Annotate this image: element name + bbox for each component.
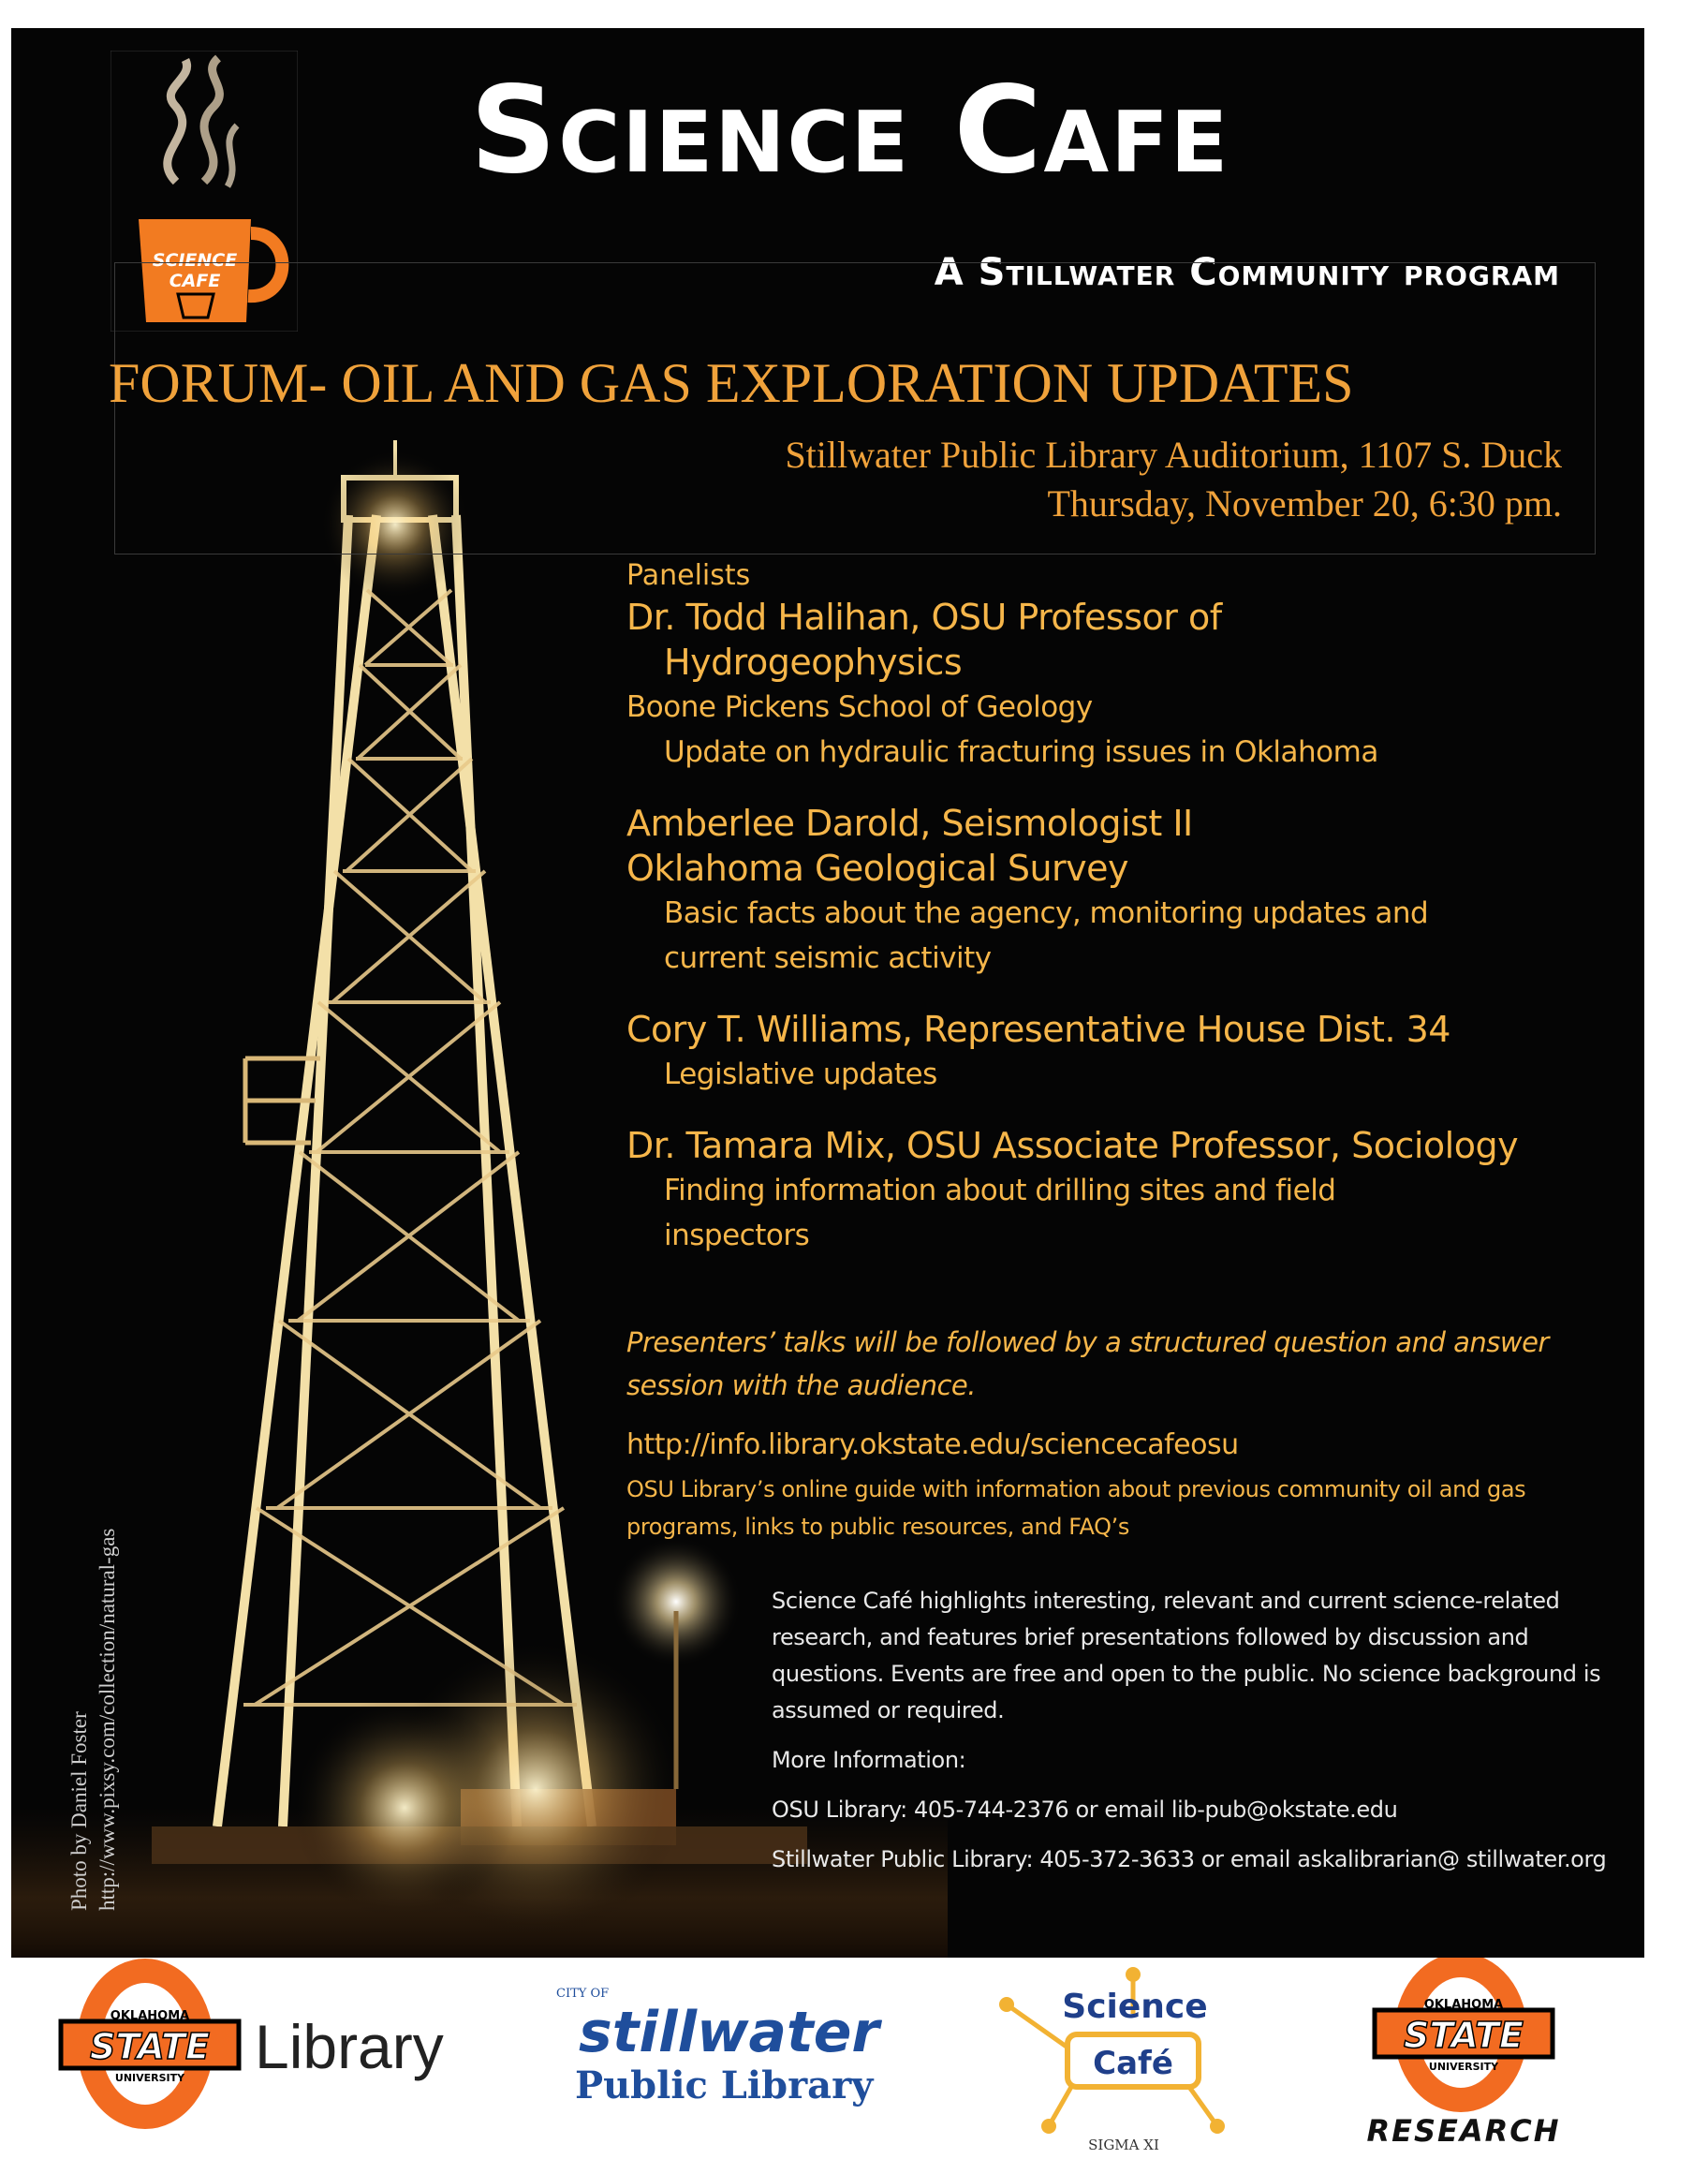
osu-logo-top-text: OKLAHOMA: [110, 2009, 190, 2023]
panelist-1-name-cont: Hydrogeophysics: [664, 642, 963, 683]
panelists-section: [626, 557, 1591, 1258]
guide-link[interactable]: http://info.library.okstate.edu/sciencecafeosu: [626, 1428, 1239, 1461]
panelist-1-affiliation: Boone Pickens School of Geology: [626, 690, 1093, 724]
panelists-label: Panelists: [626, 559, 751, 592]
panelist-2-topic: Basic facts about the agency, monitoring updates and: [664, 896, 1429, 930]
panelist-3-name: Cory T. Williams, Representative House Dist. 34: [626, 1009, 1450, 1050]
panelist-2-name: Amberlee Darold, Seismologist II: [626, 803, 1193, 844]
sigma-xi-text: SIGMA XI: [1088, 2137, 1159, 2153]
panelist-3-topic: Legislative updates: [664, 1057, 937, 1091]
about-description: Science Café highlights interesting, relevant and current science-related research, and features brief presentations followed by discussion and questions. Events are free and open to the public. No science background is assumed or required.: [772, 1588, 1601, 1723]
science-cafe-sigma-xi-logo: [999, 1967, 1225, 2153]
photo-credit-name: Photo by Daniel Foster: [67, 1711, 91, 1911]
osu-research-bottom-text: UNIVERSITY: [1428, 2061, 1499, 2073]
research-wordmark: RESEARCH: [1366, 2113, 1561, 2149]
science-wordmark: Science: [1062, 1988, 1208, 2026]
osu-logo-bottom-text: UNIVERSITY: [114, 2072, 185, 2084]
panelist-2-affiliation: Oklahoma Geological Survey: [626, 848, 1129, 889]
event-date: Thursday, November 20, 6:30 pm.: [1047, 482, 1562, 525]
panelist-4-topic-cont: inspectors: [664, 1219, 810, 1252]
about-section: [772, 1583, 1614, 1878]
spl-contact: Stillwater Public Library: 405-372-3633 or email askalibrarian@ stillwater.org: [772, 1846, 1607, 1872]
osu-contact: OSU Library: 405-744-2376 or email lib-pub@okstate.edu: [772, 1797, 1398, 1823]
guide-description: OSU Library’s online guide with information about previous community oil and gas programs, links to public resources, and FAQ’s: [626, 1476, 1526, 1540]
osu-research-logo: [1366, 1965, 1560, 2149]
more-info-label: More Information:: [772, 1747, 966, 1773]
qa-note: Presenters’ talks will be followed by a structured question and answer session with the audience.: [626, 1326, 1549, 1401]
panelist-1-topic: Update on hydraulic fracturing issues in Oklahoma: [664, 735, 1378, 769]
panelist-1-name: Dr. Todd Halihan, OSU Professor of: [626, 597, 1222, 638]
poster: [11, 28, 1644, 1958]
stillwater-wordmark: stillwater: [579, 2000, 879, 2065]
rig-tower: [217, 515, 592, 1826]
osu-library-logo: [61, 1971, 444, 2117]
photo-credit: [66, 1529, 122, 1911]
cafe-wordmark: Café: [1093, 2045, 1173, 2082]
city-of-text: CITY OF: [556, 1987, 610, 2001]
forum-title: FORUM- OIL AND GAS EXPLORATION UPDATES: [109, 352, 1354, 414]
osu-research-state-text: STATE: [1404, 2015, 1524, 2056]
stillwater-public-library-logo: [556, 1987, 882, 2107]
photo-credit-url: http://www.pixsy.com/collection/natural-gas: [96, 1528, 119, 1911]
mug-label-science: SCIENCE: [152, 250, 238, 271]
osu-research-top-text: OKLAHOMA: [1423, 1998, 1504, 2012]
public-library-wordmark: Public Library: [575, 2063, 874, 2107]
mug-label-cafe: CAFE: [169, 271, 221, 291]
library-wordmark: Library: [255, 2012, 444, 2081]
event-venue: Stillwater Public Library Auditorium, 1107 S. Duck: [785, 434, 1562, 476]
osu-logo-state-text: STATE: [90, 2026, 210, 2067]
panelist-4-topic: Finding information about drilling sites and field: [664, 1174, 1336, 1207]
poster-title: Science Cafe: [470, 61, 1230, 200]
footer-logos: [0, 1958, 1708, 2159]
panelist-4-name: Dr. Tamara Mix, OSU Associate Professor, Sociology: [626, 1125, 1519, 1166]
panelist-2-topic-cont: current seismic activity: [664, 941, 992, 975]
poster-subtitle: A Stillwater Community program: [934, 251, 1560, 294]
